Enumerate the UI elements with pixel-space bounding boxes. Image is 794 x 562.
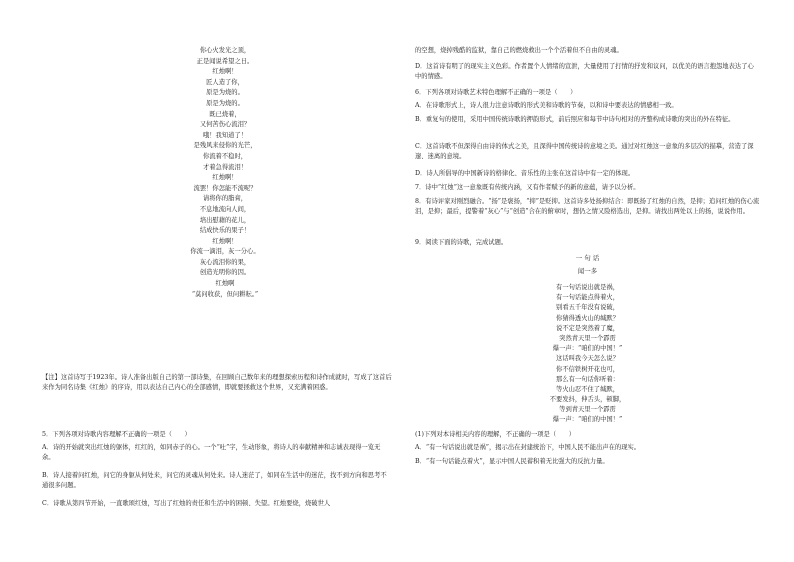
poem-line: 培出慰藉的花儿，	[199, 216, 251, 224]
question-8: 8．有诗评家对刚烈融合。“扬”是褒扬，“抑”是贬抑。这首诗多处扬抑结合：即既扬了红烛的自然，是抑；追问红烛的伤心流泪，是抑；最后，提警着“灰心”与“创造”合在的俯章时，想仍之情又险格选出，是抑。请找出两处以上的扬，说说作用。	[415, 198, 760, 215]
poem-line: 创造光明你的因。	[199, 269, 251, 277]
question-9-option-a: A．“有一句话说出就是祸”，揭示出在封建统治下，中国人民不能出声在的现实。	[415, 444, 641, 451]
poem-note: 【注】这首诗写于1923年。诗人准备出版自己的第一部诗集，在回顾自己数年来的理想探索历程和诗作成就时，写成了这首后来作为同名诗集《红烛》的序诗，用以表达自己内心的全部感情，即就要拯救这个世界，又充满着困惑。	[42, 374, 392, 391]
question-9-option-b: B．“有一句话能点着火”，显示中国人民蓄积着无比强大的反抗力量。	[415, 458, 609, 465]
poem-line: 你不信铁树开花也可，	[556, 365, 619, 373]
poem-line: 是残风来侵你的光芒，	[193, 142, 257, 150]
left-poem	[60, 46, 390, 300]
poem-author: 闻一多	[577, 267, 598, 275]
question-5-option-d: D．这首诗有明了的现实主义色彩。作者置个人情绪的宣泄，大量使用了打情的抒发和议问，以优美的语言抱怨地表达了心中的情感。	[415, 63, 754, 80]
question-9-1: (1)下列对本诗相关内容的理解，不正确的一项是（ ）	[415, 431, 576, 438]
poem-line: 有一句话能点得着火，	[556, 294, 619, 302]
poem-line: 正是闻说希望之日。	[196, 57, 254, 65]
question-5-option-a: A．诗的开始就突出红烛的躯体，红红的，如同赤子的心。一个“吐”字，生动形象，将诗人的奉献精神和志诚表现得一览无余。	[42, 444, 381, 461]
poem-line: 你心火发光之顶，	[199, 47, 251, 54]
poem-line: 突然青天里一个霹雳	[559, 334, 616, 342]
question-9: 9．阅读下面的诗歌，完成试题。	[415, 239, 508, 246]
right-poem	[415, 283, 760, 426]
poem-line: 爆一声：“咱们的中国！”	[552, 345, 623, 353]
poem-line: 这话叫我今天怎么说？	[556, 355, 619, 363]
poem-line: 不息地流向人间，	[199, 205, 251, 213]
poem-line: 不要发抖，伸舌头，顿脚，	[549, 396, 626, 404]
poem-line: 又何苦伤心流泪？	[199, 121, 251, 129]
poem-line: 红烛啊	[215, 280, 235, 288]
poem-line: 等火山忍不住了缄默，	[556, 385, 619, 393]
poem-line: 等到青天里一个霹雳	[559, 406, 616, 414]
question-6-option-d: D．诗人所倡导的中国新诗的格律化、音乐性的主张在这首诗中有一定的体现。	[415, 170, 635, 177]
poem-title: 一 句 话	[575, 254, 600, 262]
poem-line: 红烛啊！	[212, 237, 238, 245]
poem-line: 说不定是突然着了魔，	[556, 324, 619, 332]
poem-line: 请将你的脂膏，	[202, 195, 248, 203]
question-5-option-b: B．诗人接着问红烛，问它的身躯从何处来，问它的灵魂从何处来。诗人迷茫了，如同在生活中的迷茫，找不到方向和思考不通很多问题。	[42, 472, 387, 489]
poem-line: 灰心流泪你的果，	[199, 258, 251, 266]
poem-line: 别看五千年没有说破，	[556, 304, 619, 312]
poem-line: 爆一声：“咱们的中国！”	[552, 416, 623, 424]
poem-line: 你流着不稳时，	[202, 152, 248, 160]
question-5-option-c: C．诗歌从第四节开始，一直歌颂红烛，写出了红烛的责任和生活中的困顿、失望。红烛要烧，烧破世人	[42, 500, 331, 507]
poem-line: 才着急得流泪！	[202, 163, 248, 171]
question-7: 7．诗中“红烛”这一意象既有传统内涵，又有作者赋予的新的意蕴，请予以分析。	[415, 184, 640, 191]
poem-line: 匠人造了你，	[206, 78, 244, 86]
question-6-option-c: C．这首诗歌不但深得自由诗的体式之美，且深得中国传统诗的意境之美。通过对红烛这一意象的多层次的描摹，营造了深邃、迷离的意境。	[415, 143, 754, 160]
poem-line: 那么有一句话你听着：	[556, 375, 619, 383]
poem-line: 原是为烧的。	[206, 89, 244, 97]
poem-line: “莫问收获，但问耕耘。”	[191, 290, 259, 298]
poem-line: 流罢！你怎能不流呢？	[193, 184, 257, 192]
poem-line: 你猜得透火山的缄默？	[556, 314, 619, 322]
question-6-option-a: A．在诗歌形式上，诗人很力注意诗歌的形式美和诗歌的节奏，以和诗中要表达的情感相一致。	[415, 102, 678, 109]
poem-line: 哦！我知道了！	[202, 131, 248, 139]
poem-line: 你流一滴泪，灰一分心。	[190, 248, 260, 256]
poem-line: 既已烧着，	[209, 110, 241, 118]
question-6: 6．下列各项对诗歌艺术特色理解不正确的一项是（ ）	[415, 89, 577, 96]
poem-line: 原是为烧的。	[206, 99, 244, 107]
poem-line: 红烛啊！	[212, 68, 238, 76]
question-6-option-b: B．重复句的使用，采用中国传统诗歌的押韵形式，前后照应和每节中诗句相对的齐整构成诗歌的突出的外在特征。	[415, 116, 735, 123]
poem-line: 有一句话说出就是祸，	[556, 284, 619, 291]
question-5: 5．下列各项对诗歌内容理解不正确的一项是（ ）	[42, 431, 191, 438]
continuation-text: 的空想，烧掉残酷的监狱，靠自己的燃烧救出一个个活着但不自由的灵魂。	[415, 47, 623, 54]
poem-line: 结成快乐的果子！	[199, 227, 251, 235]
poem-line: 红烛啊！	[212, 174, 238, 182]
